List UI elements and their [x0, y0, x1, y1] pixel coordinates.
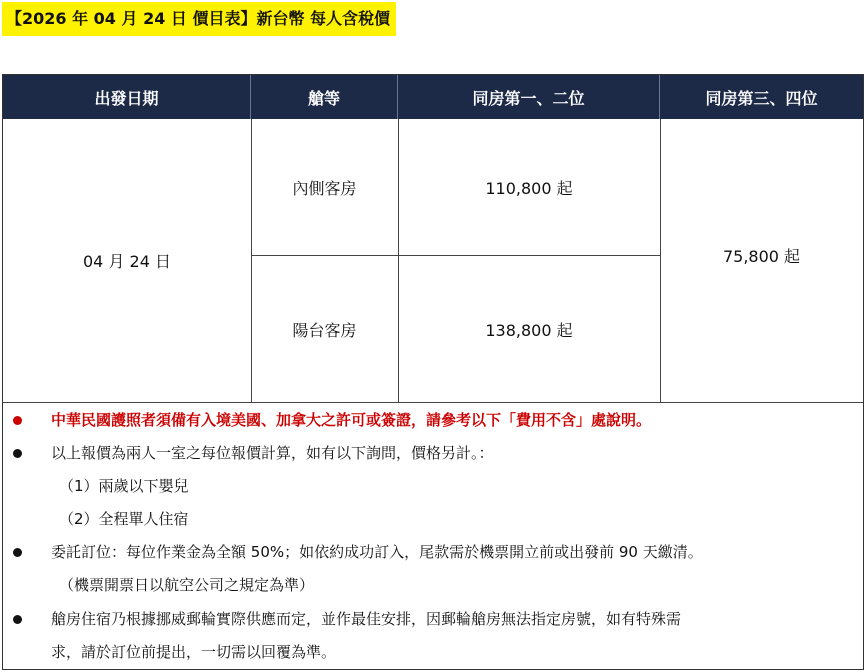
- note-text: 以上報價為兩人一室之每位報價計算，如有以下詢問，價格另計。：: [51, 444, 494, 462]
- price-balcony: 138,800 起: [485, 320, 573, 340]
- bullet-icon: [13, 416, 22, 425]
- note-infant: （1）兩歲以下嬰兒: [59, 477, 189, 495]
- note-single: （2）全程單人住宿: [59, 510, 189, 528]
- price-table: [2, 74, 864, 670]
- departure-date: 04 月 24 日: [83, 252, 171, 271]
- cabin-inside: 內側客房: [292, 178, 357, 198]
- note-ticket: （機票開票日以航空公司之規定為準）: [59, 576, 315, 594]
- price-table-title: 【2026 年 04 月 24 日 價目表】新台幣 每人含稅價: [2, 2, 396, 36]
- header-cabin-class: 艙等: [251, 75, 398, 119]
- header-departure-date: 出發日期: [3, 75, 251, 119]
- price-inside: 110,800 起: [485, 178, 573, 198]
- note-passport: [3, 404, 863, 436]
- note-booking: [3, 536, 863, 568]
- cabin-balcony: 陽台客房: [292, 320, 357, 340]
- price-3rd-4th: 75,800 起: [722, 247, 801, 266]
- bullet-icon: [13, 449, 22, 458]
- header-price-3rd-4th: 同房第三、四位: [660, 75, 863, 119]
- note-text: 委託訂位：每位作業金為全額 50%；如依約成功訂入，尾款需於機票開立前或出發前 90 天繳清。: [51, 543, 703, 561]
- note-text: 中華民國護照者須備有入境美國、加拿大之許可或簽證，請參考以下「費用不含」處說明。: [51, 411, 652, 429]
- header-price-1st-2nd: 同房第一、二位: [398, 75, 660, 119]
- bullet-icon: [13, 615, 22, 624]
- note-pricing: [3, 437, 863, 469]
- note-text: 艙房住宿乃根據挪威郵輪實際供應而定，並作最佳安排，因郵輪艙房無法指定房號，如有特殊需: [51, 610, 682, 628]
- divider: [3, 402, 863, 403]
- note-cabin-cont: 求，請於訂位前提出，一切需以回覆為準。: [51, 643, 337, 661]
- note-cabin: [3, 603, 863, 635]
- bullet-icon: [13, 548, 22, 557]
